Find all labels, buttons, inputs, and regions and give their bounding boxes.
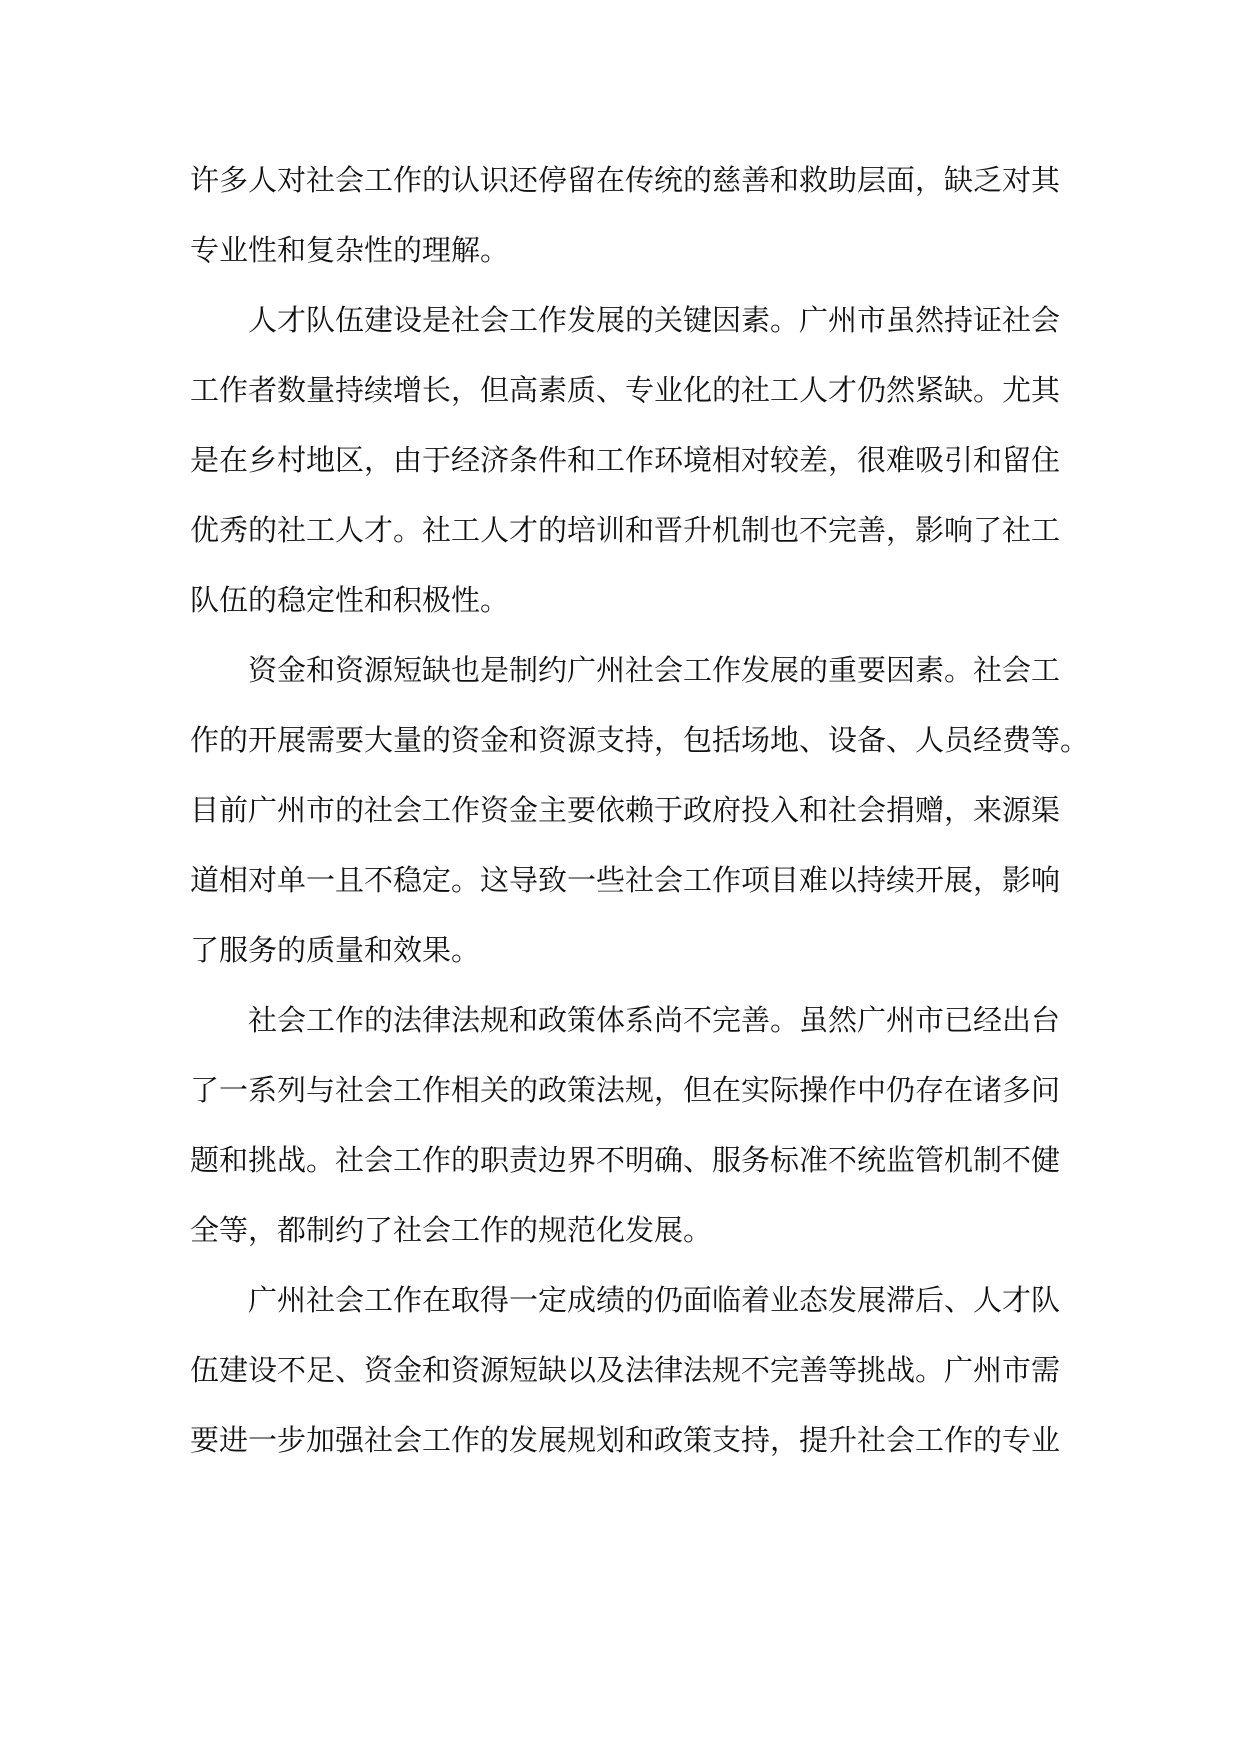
paragraph-2-line-4: 优秀的社工人才。社工人才的培训和晋升机制也不完善，影响了社工 <box>190 513 1061 547</box>
paragraph-4-line-4: 全等，都制约了社会工作的规范化发展。 <box>190 1213 713 1247</box>
paragraph-4-line-2: 了一系列与社会工作相关的政策法规，但在实际操作中仍存在诸多问 <box>190 1073 1061 1107</box>
paragraph-4-line-1: 社会工作的法律法规和政策体系尚不完善。虽然广州市已经出台 <box>248 1003 1061 1037</box>
paragraph-1-line-2: 专业性和复杂性的理解。 <box>190 233 510 267</box>
body-text <box>190 145 1090 1475</box>
paragraph-5-line-2: 伍建设不足、资金和资源短缺以及法律法规不完善等挑战。广州市需 <box>190 1353 1061 1387</box>
paragraph-1-line-1: 许多人对社会工作的认识还停留在传统的慈善和救助层面，缺乏对其 <box>190 163 1061 197</box>
paragraph-3-line-1: 资金和资源短缺也是制约广州社会工作发展的重要因素。社会工 <box>248 653 1061 687</box>
paragraph-2-line-3: 是在乡村地区，由于经济条件和工作环境相对较差，很难吸引和留住 <box>190 443 1061 477</box>
paragraph-3-line-5: 了服务的质量和效果。 <box>190 933 481 967</box>
paragraph-5-line-1: 广州社会工作在取得一定成绩的仍面临着业态发展滞后、人才队 <box>248 1283 1061 1317</box>
paragraph-3-line-4: 道相对单一且不稳定。这导致一些社会工作项目难以持续开展，影响 <box>190 863 1061 897</box>
paragraph-2-line-2: 工作者数量持续增长，但高素质、专业化的社工人才仍然紧缺。尤其 <box>190 373 1061 407</box>
paragraph-5-line-3: 要进一步加强社会工作的发展规划和政策支持，提升社会工作的专业 <box>190 1423 1061 1457</box>
paragraph-4-line-3: 题和挑战。社会工作的职责边界不明确、服务标准不统监管机制不健 <box>190 1143 1061 1177</box>
paragraph-3-line-3: 目前广州市的社会工作资金主要依赖于政府投入和社会捐赠，来源渠 <box>190 793 1061 827</box>
paragraph-3-line-2: 作的开展需要大量的资金和资源支持，包括场地、设备、人员经费等。 <box>190 723 1090 757</box>
paragraph-2-line-1: 人才队伍建设是社会工作发展的关键因素。广州市虽然持证社会 <box>248 303 1061 337</box>
paragraph-2-line-5: 队伍的稳定性和积极性。 <box>190 583 510 617</box>
